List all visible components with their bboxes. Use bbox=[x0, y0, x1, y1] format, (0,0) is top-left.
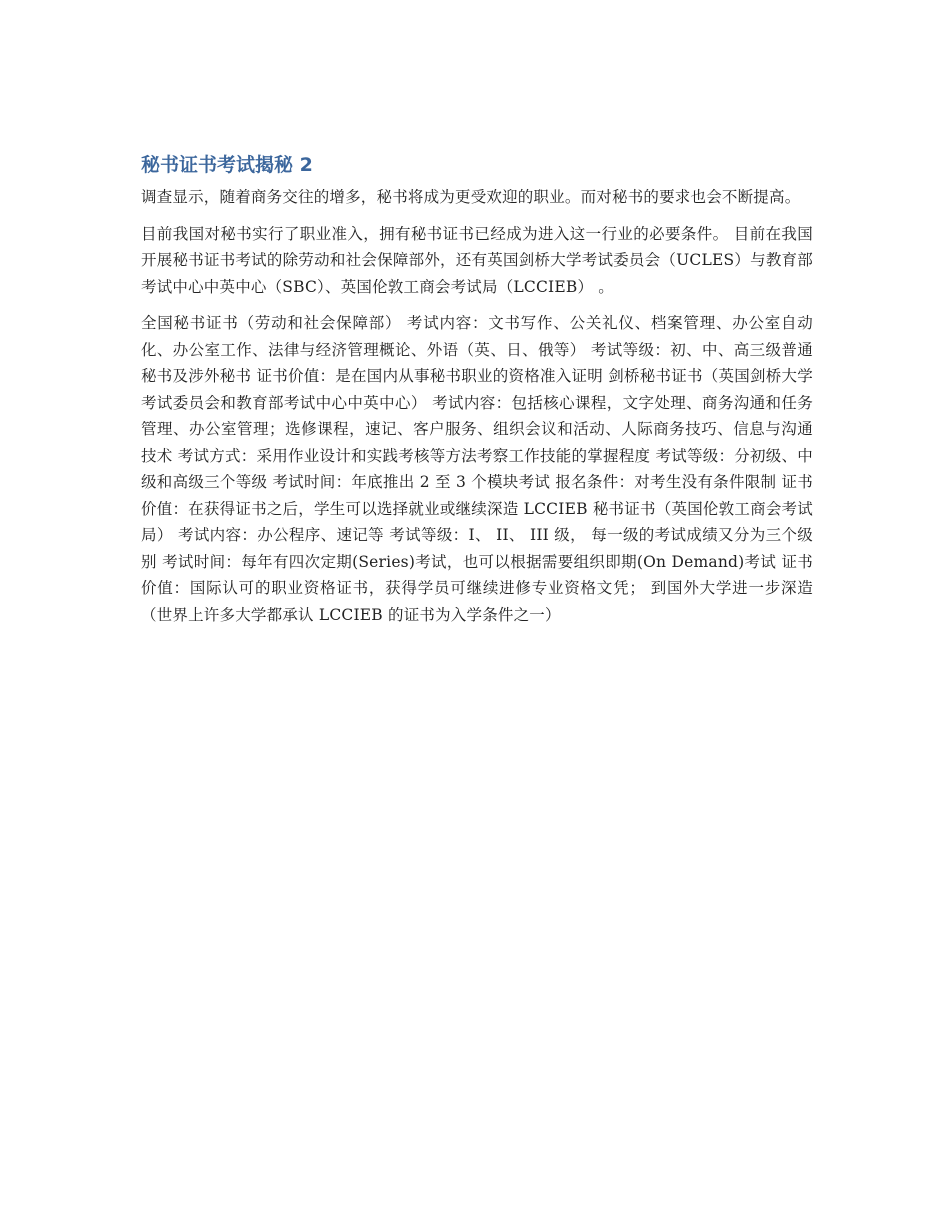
document-page bbox=[141, 150, 813, 638]
paragraph-certification-details: 全国秘书证书（劳动和社会保障部） 考试内容：文书写作、公关礼仪、档案管理、办公室自动化、办公室工作、法律与经济管理概论、外语（英、日、俄等） 考试等级：初、中、高三级普通秘书及涉外秘书 证书价值：是在国内从事秘书职业的资格准入证明 剑桥秘书证书（英国剑桥大学考试委员会和教育部考试中心中英中心） 考试内容：包括核心课程，文字处理、商务沟通和任务管理、办公室管理；选修课程，速记、客户服务、组织会议和活动、人际商务技巧、信息与沟通技术 考试方式：采用作业设计和实践考核等方法考察工作技能的掌握程度 考试等级：分初级、中级和高级三个等级 考试时间：年底推出 2 至 3 个模块考试 报名条件：对考生没有条件限制 证书价值：在获得证书之后，学生可以选择就业或继续深造 LCCIEB 秘书证书（英国伦敦工商会考试局） 考试内容：办公程序、速记等 考试等级：I、 II、 III 级， 每一级的考试成绩又分为三个级别 考试时间：每年有四次定期(Series)考试，也可以根据需要组织即期(On Demand)考试 证书价值：国际认可的职业资格证书，获得学员可继续进修专业资格文凭； 到国外大学进一步深造（世界上许多大学都承认 LCCIEB 的证书为入学条件之一） bbox=[141, 314, 813, 624]
document-title: 秘书证书考试揭秘 2 bbox=[141, 154, 313, 176]
paragraph-certification-overview: 目前我国对秘书实行了职业准入，拥有秘书证书已经成为进入这一行业的必要条件。 目前在我国开展秘书证书考试的除劳动和社会保障部外，还有英国剑桥大学考试委员会（UCLES）与教育部考试中心中英中心（SBC）、英国伦敦工商会考试局（LCCIEB） 。 bbox=[141, 224, 813, 296]
paragraph-intro: 调查显示，随着商务交往的增多，秘书将成为更受欢迎的职业。而对秘书的要求也会不断提高。 bbox=[141, 188, 801, 206]
